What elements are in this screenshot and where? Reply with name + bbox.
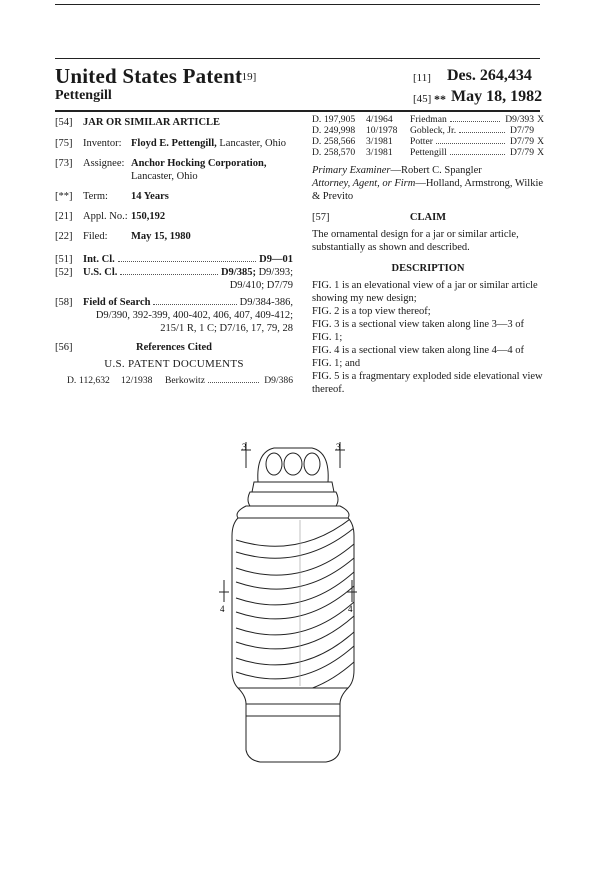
description-item [312,318,544,344]
field-label: Term: [83,191,108,202]
description-item [312,344,544,370]
date-code: [45] [413,93,432,105]
ref-name: Pettengill [410,147,447,158]
marker-3-left: 3 [242,442,247,452]
patent-date: May 18, 1982 [451,88,543,105]
leader-dots [208,375,259,383]
search-value: D9/384-386, [239,297,293,308]
lid-rim [252,482,334,492]
ref-date: 3/1981 [366,147,393,158]
claim-section [312,211,544,254]
field-title [55,116,293,129]
ref-prefix: D. [312,136,322,147]
filed-value: May 15, 1980 [131,231,191,242]
inventor-location: Lancaster, Ohio [219,138,287,149]
fig-label: FIG. 2 [312,306,340,317]
marker-4-left: 4 [220,604,225,614]
field-term [55,190,293,203]
examiner-label: Primary Examiner [312,165,391,176]
claim-heading: CLAIM [409,212,447,223]
top-rule [55,4,540,5]
fig-description: is a sectional view taken along line 3—3 of FIG. 1; [312,319,524,343]
us-class-value-line2: D9/410; D7/79 [229,280,293,291]
field-label: Filed: [83,231,108,242]
inventor-surname: Pettengill [55,88,112,103]
field-code: [54] [55,117,73,128]
leader-dots [459,125,505,133]
fig-description: is an elevational view of a jar or similar article showing my new design; [312,280,538,304]
ref-name: Friedman [410,114,447,125]
search-label: Field of Search [83,297,151,308]
description-item [312,370,544,396]
attorney-name-line2: & Previto [312,191,354,202]
field-label: Appl. No.: [83,211,128,222]
field-of-search [55,296,293,335]
ref-cited-mark: X [537,136,544,147]
field-code: [52] [55,267,73,278]
reference-row [312,114,544,125]
references-subheading: U.S. PATENT DOCUMENTS [104,358,244,370]
assignee-location: Lancaster, Ohio [131,171,198,182]
description-item [312,279,544,305]
patent-heading: United States Patent [55,64,243,88]
us-class-value-rest: D9/393; [258,267,293,278]
appl-no-value: 150,192 [131,211,166,222]
ref-class: D7/79 [510,147,534,158]
fig-label: FIG. 5 [312,371,340,382]
date-prefix: ** [434,92,446,106]
jar-figure [0,420,600,881]
ref-number: 249,998 [324,125,356,136]
int-class-label: Int. Cl. [83,254,115,265]
ref-class: D7/79 [510,136,534,147]
ref-cited-mark [534,125,544,136]
fig-label: FIG. 1 [312,280,340,291]
fig-description: is a sectional view taken along line 4—4 of FIG. 1; and [312,345,524,369]
field-code: [58] [55,297,73,308]
lid-base [248,492,338,506]
field-label: Assignee: [83,158,125,169]
field-code: [57] [312,212,330,223]
examiner-block [312,164,544,203]
field-code: [22] [55,231,73,242]
jar-shoulder [237,506,349,518]
jar-base [246,704,340,762]
fig-description: is a top view thereof; [342,306,431,317]
references-section [55,341,293,386]
ref-number: 258,570 [324,147,356,158]
reference-row [67,375,293,386]
fig-label: FIG. 4 [312,345,340,356]
ref-cited-mark: X [537,114,544,125]
field-code: [51] [55,254,73,265]
leader-dots [118,261,256,262]
term-value: 14 Years [131,191,169,202]
ref-name: Gobleck, Jr. [410,125,457,136]
search-line: D9/390, 392-399, 400-402, 406, 407, 409-412; [95,310,293,321]
marker-3-right: 3 [336,442,341,452]
attorney-label: Attorney, Agent, or Firm [312,178,416,189]
patent-code: [11] [413,72,431,84]
reference-row [312,147,544,158]
title-code: [19] [238,71,257,83]
patent-number: Des. 264,434 [447,67,532,84]
field-code: [21] [55,211,73,222]
marker-4-right: 4 [348,604,353,614]
field-code: [75] [55,138,73,149]
leader-dots [153,304,236,305]
ref-date: 12/1938 [121,375,153,386]
swirl-ribs [236,516,354,695]
ref-prefix: D. [67,375,77,386]
knob-facet [266,453,282,475]
us-class-row [55,266,293,292]
description-heading: DESCRIPTION [391,263,465,274]
ref-date: 4/1964 [366,114,393,125]
header-rule [55,58,540,59]
ref-prefix: D. [312,125,322,136]
knob-facet [284,453,302,475]
field-appl-no [55,210,293,223]
field-code: [**] [55,191,73,202]
inventor-name: Floyd E. Pettengill, [131,138,217,149]
search-line: 215/1 R, 1 C; D7/16, 17, 79, 28 [160,323,293,334]
leader-dots [450,147,505,155]
ref-number: 197,905 [324,114,356,125]
attorney-name: —Holland, Armstrong, Wilkie [415,178,544,189]
references-heading: References Cited [136,342,212,353]
ref-class: D7/79 [510,125,534,136]
header-bottom-rule [55,110,540,112]
ref-name: Berkowitz [165,375,205,386]
fig-description: is a fragmentary exploded side elevational view thereof. [312,371,543,395]
ref-date: 3/1981 [366,136,393,147]
claim-text: The ornamental design for a jar or similar article, substantially as shown and described. [312,229,519,253]
us-class-label: U.S. Cl. [83,267,118,278]
leader-dots [450,114,500,122]
field-label: Inventor: [83,138,122,149]
ref-class: D9/393 [505,114,534,125]
field-code: [73] [55,158,73,169]
examiner-name: —Robert C. Spangler [390,165,482,176]
leader-dots [436,136,505,144]
description-section [312,262,544,396]
us-class-value-main: D9/385; [220,267,256,278]
assignee-name: Anchor Hocking Corporation, [131,158,267,169]
left-column [55,116,293,386]
ref-name: Potter [410,136,433,147]
ref-number: 258,566 [324,136,356,147]
jar-drawing [0,420,600,881]
ref-class: D9/386 [264,375,293,386]
ref-date: 10/1978 [366,125,398,136]
leader-dots [120,274,218,275]
reference-row [312,125,544,136]
right-references [312,114,544,158]
ref-prefix: D. [312,147,322,158]
field-assignee [55,157,293,183]
fig-label: FIG. 3 [312,319,340,330]
int-class-value: D9—01 [259,254,293,265]
field-filed [55,230,293,243]
ref-prefix: D. [312,114,322,125]
right-column [312,116,544,396]
field-code: [56] [55,342,73,353]
ref-number: 112,632 [79,375,110,386]
article-title: JAR OR SIMILAR ARTICLE [83,117,221,128]
int-class-row [55,253,293,266]
lower-band [238,688,348,704]
ref-cited-mark: X [537,147,544,158]
reference-row [312,136,544,147]
field-inventor [55,137,293,150]
description-item [312,305,544,318]
knob-facet [304,453,320,475]
